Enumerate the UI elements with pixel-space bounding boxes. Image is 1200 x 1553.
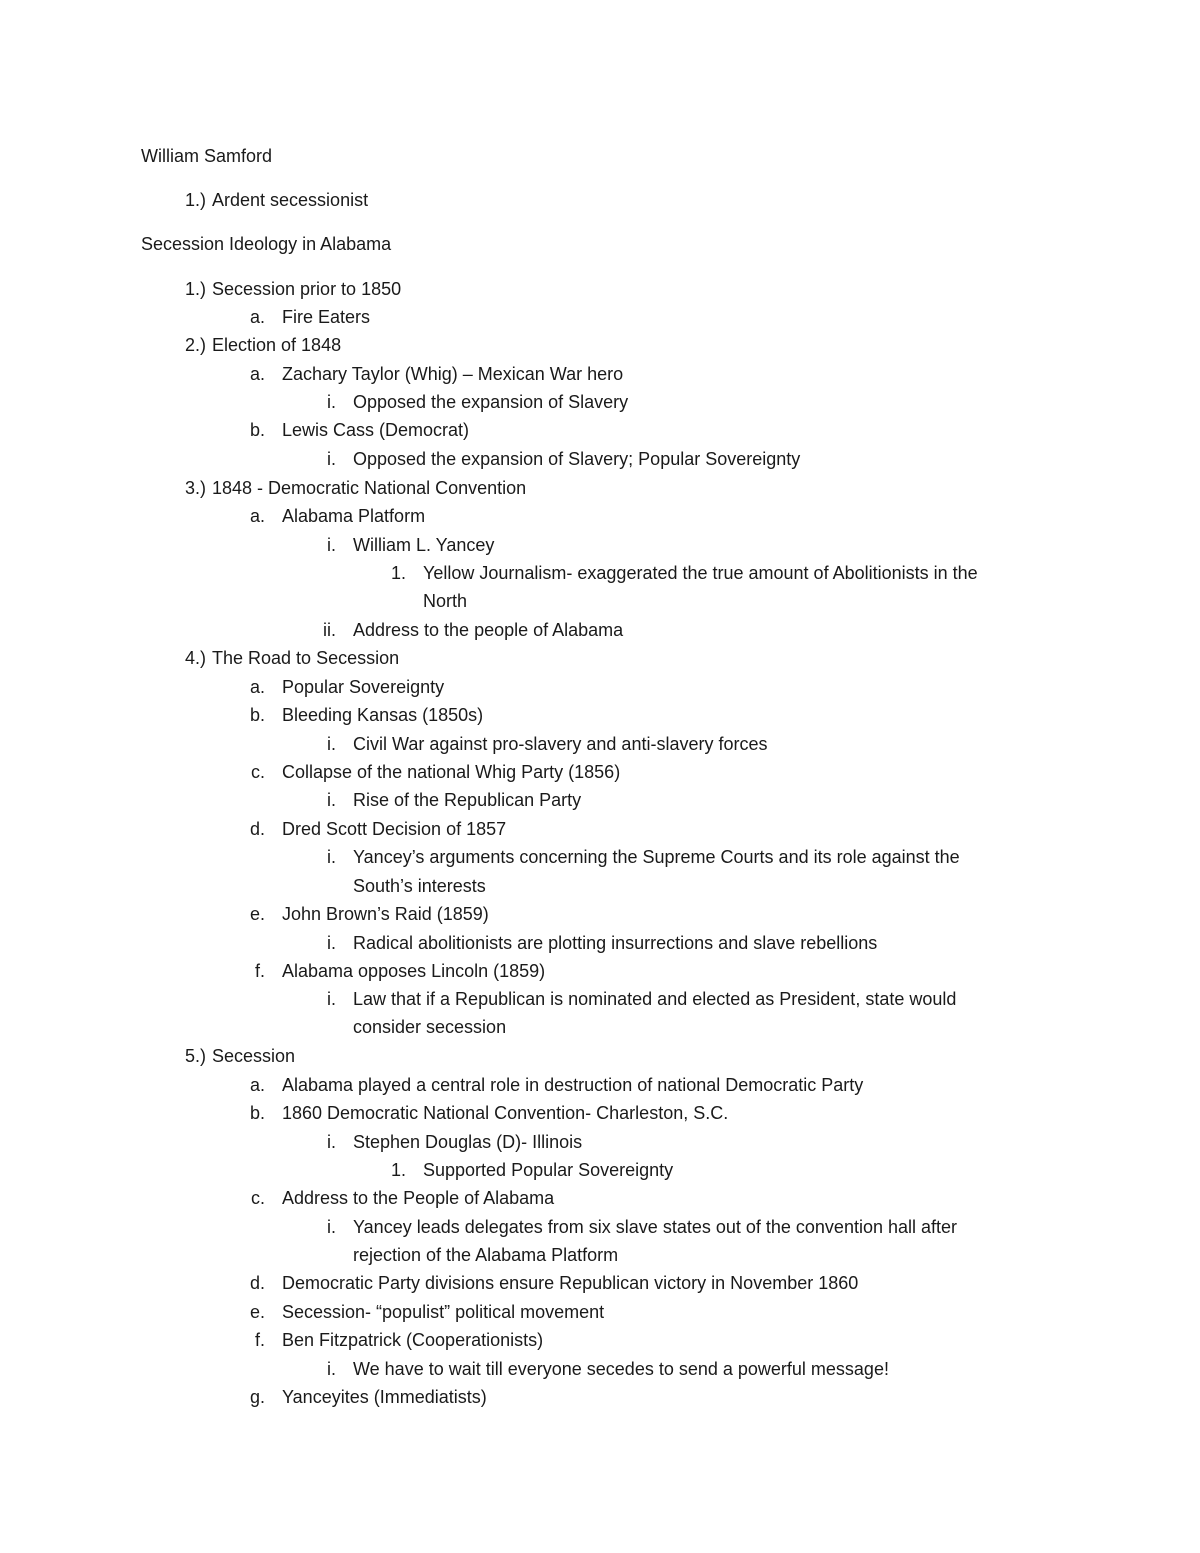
list-marker: 3.) (184, 478, 206, 498)
list-item: John Brown’s Raid (1859) (282, 904, 489, 924)
list-item: Lewis Cass (Democrat) (282, 420, 470, 440)
list-item: Dred Scott Decision of 1857 (282, 819, 507, 839)
list-item: Alabama Platform (282, 506, 426, 526)
list-item: 1860 Democratic National Convention- Charleston, S.C. (282, 1103, 729, 1123)
list-item: Civil War against pro-slavery and anti-slavery forces (353, 734, 768, 754)
list-item: Alabama opposes Lincoln (1859) (282, 961, 546, 981)
list-marker: 2.) (184, 335, 206, 355)
list-marker: 1.) (184, 279, 206, 299)
list-item: Election of 1848 (212, 335, 342, 355)
list-item: Law that if a Republican is nominated and elected as President, state would (353, 989, 957, 1009)
list-marker: a. (249, 506, 265, 526)
list-marker: a. (249, 307, 265, 327)
list-marker: f. (254, 1330, 265, 1350)
list-item: Yellow Journalism- exaggerated the true amount of Abolitionists in the (423, 563, 978, 583)
list-item: Yanceyites (Immediatists) (282, 1387, 487, 1407)
list-marker: a. (249, 677, 265, 697)
list-item: Supported Popular Sovereignty (423, 1160, 674, 1180)
list-item: Zachary Taylor (Whig) – Mexican War hero (282, 364, 624, 384)
list-marker: c. (250, 762, 265, 782)
list-item-continuation: South’s interests (353, 876, 486, 896)
list-marker: 4.) (184, 648, 206, 668)
list-marker: i. (327, 449, 336, 469)
list-marker: 1. (390, 563, 406, 583)
list-item: Collapse of the national Whig Party (1856) (282, 762, 621, 782)
list-item: Secession (212, 1046, 296, 1066)
list-marker: i. (327, 1217, 336, 1237)
list-item: Fire Eaters (282, 307, 371, 327)
list-item: Alabama played a central role in destruction of national Democratic Party (282, 1075, 864, 1095)
list-marker: c. (250, 1188, 265, 1208)
list-marker: i. (327, 790, 336, 810)
list-marker: b. (249, 705, 265, 725)
list-item: Yancey leads delegates from six slave states out of the convention hall after (353, 1217, 958, 1237)
list-item: Democratic Party divisions ensure Republican victory in November 1860 (282, 1273, 859, 1293)
list-marker: f. (254, 961, 265, 981)
list-item: Popular Sovereignty (282, 677, 445, 697)
list-marker: b. (249, 1103, 265, 1123)
list-item: Rise of the Republican Party (353, 790, 582, 810)
list-item-continuation: rejection of the Alabama Platform (353, 1245, 619, 1265)
list-item: Ben Fitzpatrick (Cooperationists) (282, 1330, 544, 1350)
list-item: Ardent secessionist (212, 190, 369, 210)
list-marker: g. (249, 1387, 265, 1407)
list-marker: i. (327, 989, 336, 1009)
list-marker: ii. (323, 620, 336, 640)
list-marker: 5.) (184, 1046, 206, 1066)
list-item: Secession- “populist” political movement (282, 1302, 605, 1322)
list-marker: i. (327, 933, 336, 953)
list-item: Address to the people of Alabama (353, 620, 624, 640)
list-item: William L. Yancey (353, 535, 495, 555)
list-marker: d. (249, 1273, 265, 1293)
section-heading: Secession Ideology in Alabama (141, 234, 392, 254)
list-marker: i. (327, 392, 336, 412)
list-item: 1848 - Democratic National Convention (212, 478, 527, 498)
list-marker: d. (249, 819, 265, 839)
list-item: Stephen Douglas (D)- Illinois (353, 1132, 583, 1152)
list-marker: a. (249, 1075, 265, 1095)
list-marker: e. (249, 1302, 265, 1322)
list-item: The Road to Secession (212, 648, 400, 668)
list-item: Opposed the expansion of Slavery; Popular Sovereignty (353, 449, 801, 469)
name-heading: William Samford (141, 146, 273, 166)
list-marker: 1.) (184, 190, 206, 210)
list-marker: i. (327, 847, 336, 867)
list-item-continuation: consider secession (353, 1017, 507, 1037)
list-item: Address to the People of Alabama (282, 1188, 555, 1208)
list-marker: i. (327, 535, 336, 555)
list-item: Yancey’s arguments concerning the Supreme Courts and its role against the (353, 847, 960, 867)
list-item: Radical abolitionists are plotting insurrections and slave rebellions (353, 933, 878, 953)
list-marker: b. (249, 420, 265, 440)
list-item: Opposed the expansion of Slavery (353, 392, 629, 412)
list-item: Bleeding Kansas (1850s) (282, 705, 484, 725)
list-marker: i. (327, 734, 336, 754)
list-item: Secession prior to 1850 (212, 279, 402, 299)
list-item-continuation: North (423, 591, 468, 611)
list-marker: e. (249, 904, 265, 924)
list-marker: i. (327, 1132, 336, 1152)
list-marker: 1. (390, 1160, 406, 1180)
list-marker: i. (327, 1359, 336, 1379)
list-item: We have to wait till everyone secedes to send a powerful message! (353, 1359, 889, 1379)
list-marker: a. (249, 364, 265, 384)
